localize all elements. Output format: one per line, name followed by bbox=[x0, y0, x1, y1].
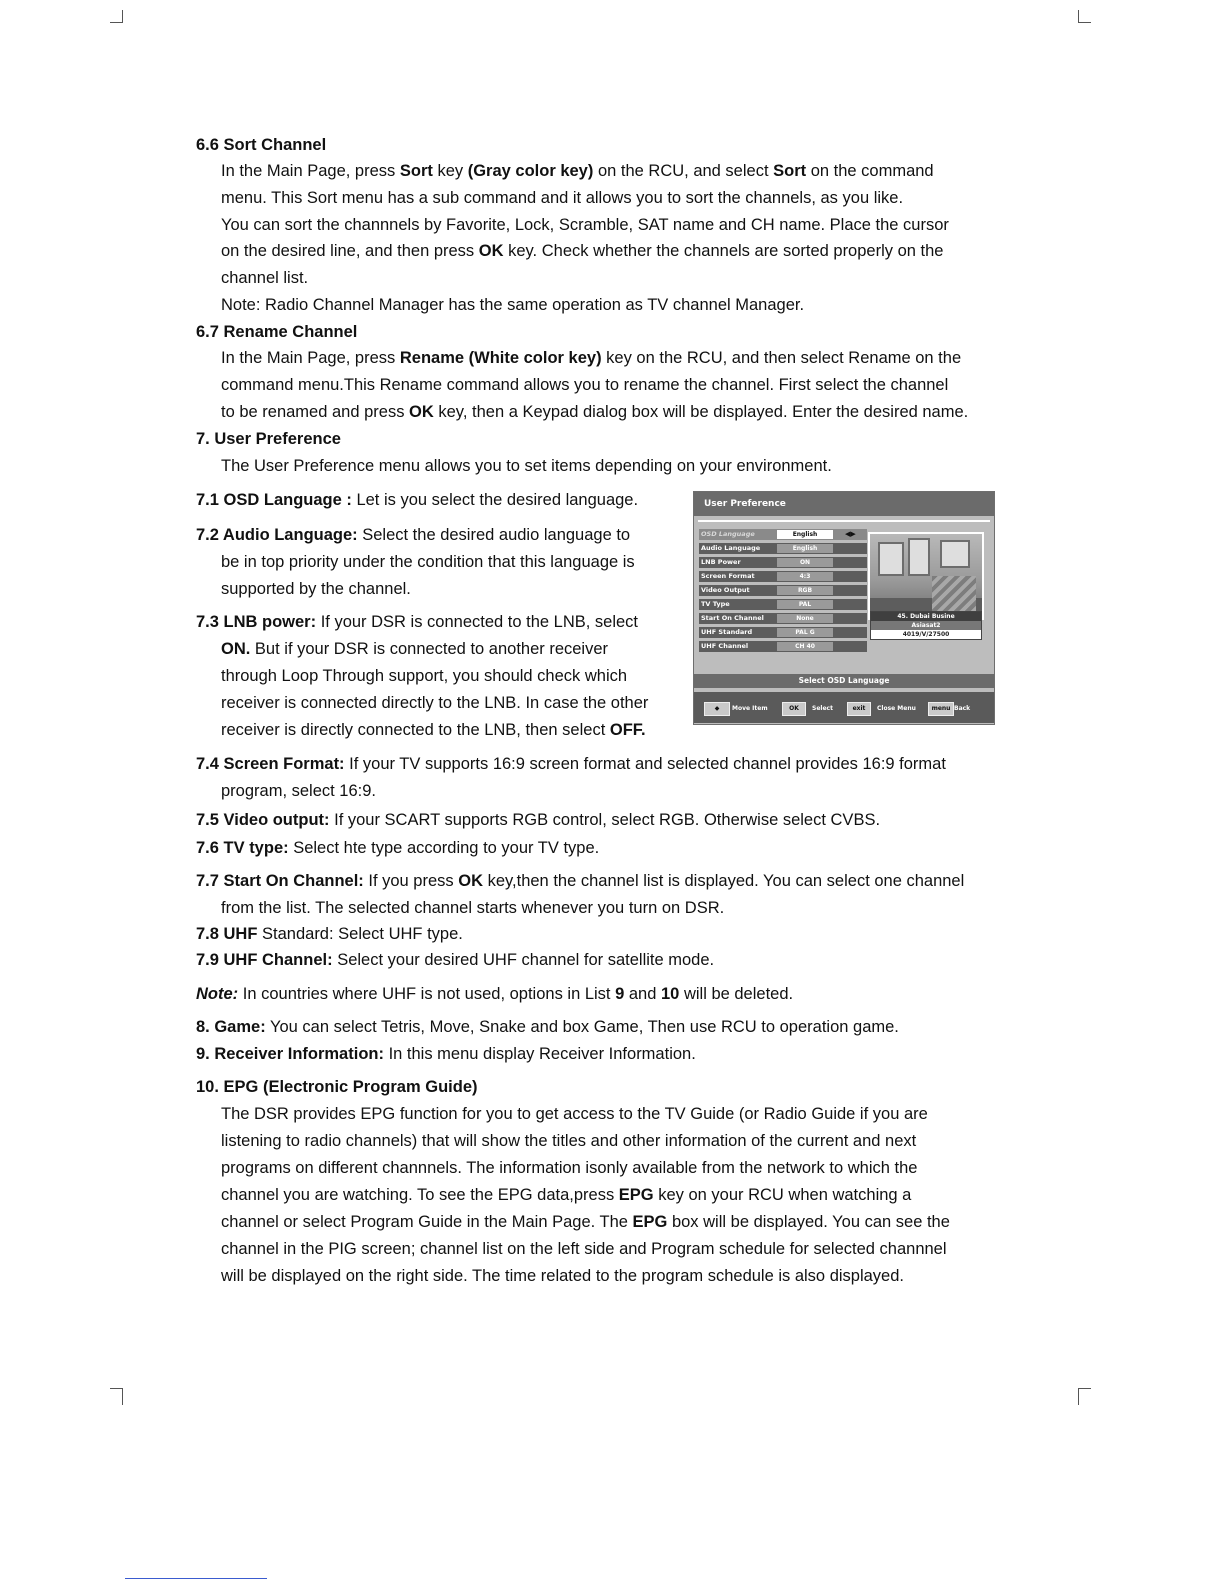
item-receiver-information: 9. Receiver Information: In this menu display Receiver Information. bbox=[196, 1045, 696, 1063]
heading-user-preference: 7. User Preference bbox=[196, 430, 341, 448]
osd-row-video-output bbox=[699, 585, 867, 596]
item-lnb-power-line-5: receiver is directly connected to the LNB, then select OFF. bbox=[221, 721, 646, 739]
select-label: Select bbox=[812, 705, 833, 712]
osd-row-lnb-power bbox=[699, 557, 867, 568]
pig-transponder: 4019/V/27500 bbox=[871, 630, 981, 639]
sort-note: Note: Radio Channel Manager has the same operation as TV channel Manager. bbox=[221, 296, 805, 314]
crop-mark-top-right bbox=[1078, 10, 1091, 23]
pig-satellite-name: Asiasat2 bbox=[871, 621, 981, 630]
crop-mark-top-left bbox=[110, 10, 123, 23]
pig-window bbox=[940, 540, 970, 568]
osd-title: User Preference bbox=[694, 492, 994, 516]
uhf-note: Note: In countries where UHF is not used, options in List 9 and 10 will be deleted. bbox=[196, 985, 794, 1003]
sort-para-line-4: on the desired line, and then press OK key. Check whether the channels are sorted properly on the bbox=[221, 242, 944, 260]
pig-channel-name: 45. Dubai Busine bbox=[871, 612, 981, 621]
heading-sort-channel: 6.6 Sort Channel bbox=[196, 136, 327, 154]
epg-para-line-7: will be displayed on the right side. The time related to the program schedule is also displayed. bbox=[221, 1267, 904, 1285]
move-item-label: Move Item bbox=[732, 705, 768, 712]
pig-channel-info bbox=[870, 611, 982, 640]
close-menu-label: Close Menu bbox=[877, 705, 916, 712]
epg-para-line-1: The DSR provides EPG function for you to get access to the TV Guide (or Radio Guide if you are bbox=[221, 1105, 928, 1123]
epg-para-line-5: channel or select Program Guide in the Main Page. The EPG box will be displayed. You can see the bbox=[221, 1213, 950, 1231]
heading-epg: 10. EPG (Electronic Program Guide) bbox=[196, 1078, 478, 1096]
osd-row-value: PAL bbox=[777, 600, 833, 609]
osd-row-audio-language bbox=[699, 543, 867, 554]
rename-para-line-1: In the Main Page, press Rename (White color key) key on the RCU, and then select Rename on the bbox=[221, 349, 962, 367]
up-down-key-icon: ◆ bbox=[704, 702, 730, 716]
crop-mark-bottom-left bbox=[110, 1388, 123, 1405]
rename-para-line-2: command menu.This Rename command allows you to rename the channel. First select the channel bbox=[221, 376, 949, 394]
item-start-on-channel-line-1: 7.7 Start On Channel: If you press OK key,then the channel list is displayed. You can select one channel bbox=[196, 872, 965, 890]
osd-row-osd-language bbox=[699, 529, 867, 540]
epg-para-line-2: listening to radio channels) that will show the titles and other information of the current and next bbox=[221, 1132, 917, 1150]
osd-help-text: Select OSD Language bbox=[694, 674, 994, 688]
exit-key: exit bbox=[847, 702, 871, 716]
osd-row-label: UHF Standard bbox=[701, 628, 753, 636]
item-lnb-power-line-1: 7.3 LNB power: If your DSR is connected to the LNB, select bbox=[196, 613, 639, 631]
item-audio-language-line-2: be in top priority under the condition that this language is bbox=[221, 553, 635, 571]
osd-row-value: None bbox=[777, 614, 833, 623]
item-audio-language-line-1: 7.2 Audio Language: Select the desired audio language to bbox=[196, 526, 631, 544]
sort-para-line-2: menu. This Sort menu has a sub command and it allows you to sort the channels, as you like. bbox=[221, 189, 904, 207]
item-audio-language-line-3: supported by the channel. bbox=[221, 580, 411, 598]
osd-row-label: Audio Language bbox=[701, 544, 761, 552]
item-screen-format-line-2: program, select 16:9. bbox=[221, 782, 376, 800]
osd-row-screen-format bbox=[699, 571, 867, 582]
osd-row-label: UHF Channel bbox=[701, 642, 749, 650]
ok-key: OK bbox=[782, 702, 806, 716]
item-osd-language: 7.1 OSD Language : Let is you select the desired language. bbox=[196, 491, 639, 509]
item-uhf-channel: 7.9 UHF Channel: Select your desired UHF channel for satellite mode. bbox=[196, 951, 715, 969]
osd-row-tv-type bbox=[699, 599, 867, 610]
rename-para-line-3: to be renamed and press OK key, then a Keypad dialog box will be displayed. Enter the desired name. bbox=[221, 403, 969, 421]
osd-footer-keys bbox=[694, 692, 994, 723]
item-tv-type: 7.6 TV type: Select hte type according to your TV type. bbox=[196, 839, 600, 857]
user-pref-intro: The User Preference menu allows you to set items depending on your environment. bbox=[221, 457, 832, 475]
item-lnb-power-line-2: ON. But if your DSR is connected to another receiver bbox=[221, 640, 609, 658]
item-game: 8. Game: You can select Tetris, Move, Snake and box Game, Then use RCU to operation game. bbox=[196, 1018, 899, 1036]
crop-mark-bottom-right bbox=[1078, 1388, 1091, 1405]
osd-row-label: TV Type bbox=[701, 600, 730, 608]
item-video-output: 7.5 Video output: If your SCART supports RGB control, select RGB. Otherwise select CVBS. bbox=[196, 811, 881, 829]
item-uhf-standard: 7.8 UHF Standard: Select UHF type. bbox=[196, 925, 463, 943]
pig-preview-image bbox=[868, 532, 984, 620]
heading-rename-channel: 6.7 Rename Channel bbox=[196, 323, 358, 341]
left-right-arrows-icon: ◀▶ bbox=[845, 530, 856, 538]
sort-para-line-1: In the Main Page, press Sort key (Gray color key) on the RCU, and select Sort on the command bbox=[221, 162, 934, 180]
osd-row-label: Start On Channel bbox=[701, 614, 764, 622]
item-lnb-power-line-3: through Loop Through support, you should check which bbox=[221, 667, 628, 685]
osd-row-uhf-standard bbox=[699, 627, 867, 638]
epg-para-line-3: programs on different channnels. The information isonly available from the network to which the bbox=[221, 1159, 918, 1177]
sort-para-line-3: You can sort the channnels by Favorite, Lock, Scramble, SAT name and CH name. Place the cursor bbox=[221, 216, 949, 234]
osd-row-value: RGB bbox=[777, 586, 833, 595]
osd-row-start-on-channel bbox=[699, 613, 867, 624]
back-label: Back bbox=[954, 705, 971, 712]
osd-row-value: ON bbox=[777, 558, 833, 567]
osd-row-label: LNB Power bbox=[701, 558, 741, 566]
user-preference-osd-screenshot bbox=[693, 491, 995, 725]
pig-window bbox=[878, 542, 904, 576]
epg-para-line-4: channel you are watching. To see the EPG data,press EPG key on your RCU when watching a bbox=[221, 1186, 912, 1204]
item-start-on-channel-line-2: from the list. The selected channel starts whenever you turn on DSR. bbox=[221, 899, 725, 917]
epg-para-line-6: channel in the PIG screen; channel list on the left side and Program schedule for selected channnel bbox=[221, 1240, 947, 1258]
menu-key: menu bbox=[928, 702, 954, 716]
osd-row-label: OSD Language bbox=[701, 530, 755, 538]
osd-row-value: English bbox=[777, 530, 833, 539]
osd-row-value: 4:3 bbox=[777, 572, 833, 581]
item-screen-format-line-1: 7.4 Screen Format: If your TV supports 16:9 screen format and selected channel provides 16:9 format bbox=[196, 755, 946, 773]
sort-para-line-5: channel list. bbox=[221, 269, 309, 287]
osd-divider bbox=[698, 520, 990, 522]
osd-row-value: CH 40 bbox=[777, 642, 833, 651]
osd-row-uhf-channel bbox=[699, 641, 867, 652]
item-lnb-power-line-4: receiver is connected directly to the LNB. In case the other bbox=[221, 694, 649, 712]
pig-window bbox=[908, 538, 930, 576]
osd-row-label: Screen Format bbox=[701, 572, 755, 580]
osd-row-value: English bbox=[777, 544, 833, 553]
footer-link-underline bbox=[125, 1578, 267, 1579]
osd-row-label: Video Output bbox=[701, 586, 750, 594]
osd-row-value: PAL G bbox=[777, 628, 833, 637]
